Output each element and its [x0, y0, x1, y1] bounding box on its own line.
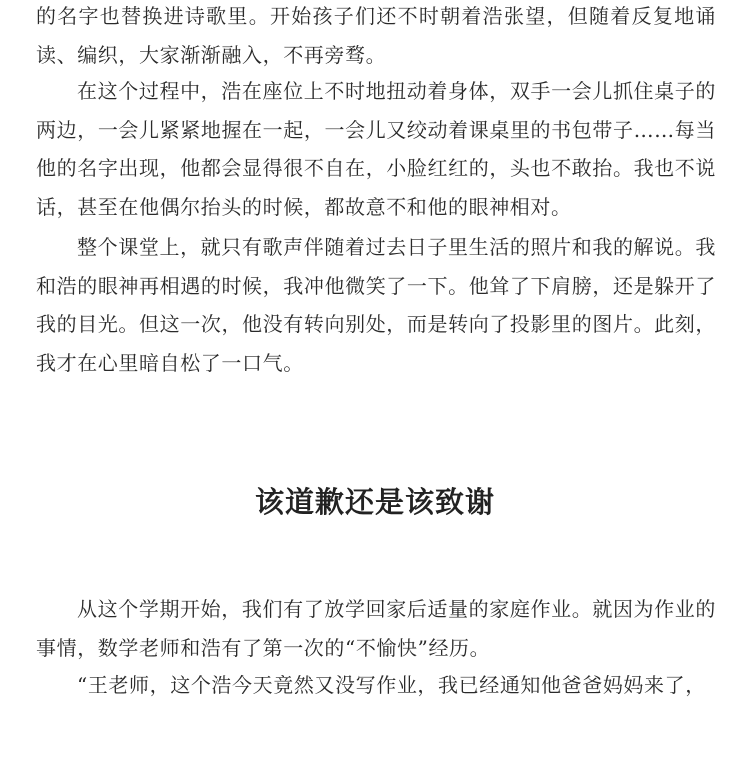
paragraph: 整个课堂上，就只有歌声伴随着过去日子里生活的照片和我的解说。我和浩的眼神再相遇的时候，我冲他微笑了一下。他耸了下肩膀，还是躲开了我的目光。但这一次，他没有转向别处，而是转向了投影里的图片。此刻，我才在心里暗自松了一口气。: [36, 235, 716, 375]
section-heading: 该道歉还是该致谢: [254, 485, 495, 519]
paragraph-continued: 的名字也替换进诗歌里。开始孩子们还不时朝着浩张望，但随着反复地诵读、编织，大家渐渐融入，不再旁骛。: [36, 4, 716, 67]
paragraph: 从这个学期开始，我们有了放学回家后适量的家庭作业。就因为作业的事情，数学老师和浩有了第一次的“不愉快”经历。: [36, 597, 716, 660]
paragraph: 在这个过程中，浩在座位上不时地扭动着身体，双手一会儿抓住桌子的两边，一会儿紧紧地握在一起，一会儿又绞动着课桌里的书包带子……每当他的名字出现，他都会显得很不自在，小脸红红的，头也不敢抬。我也不说话，甚至在他偶尔抬头的时候，都故意不和他的眼神相对。: [36, 79, 716, 219]
paragraph: “王老师，这个浩今天竟然又没写作业，我已经通知他爸爸妈妈来了，: [77, 673, 706, 697]
